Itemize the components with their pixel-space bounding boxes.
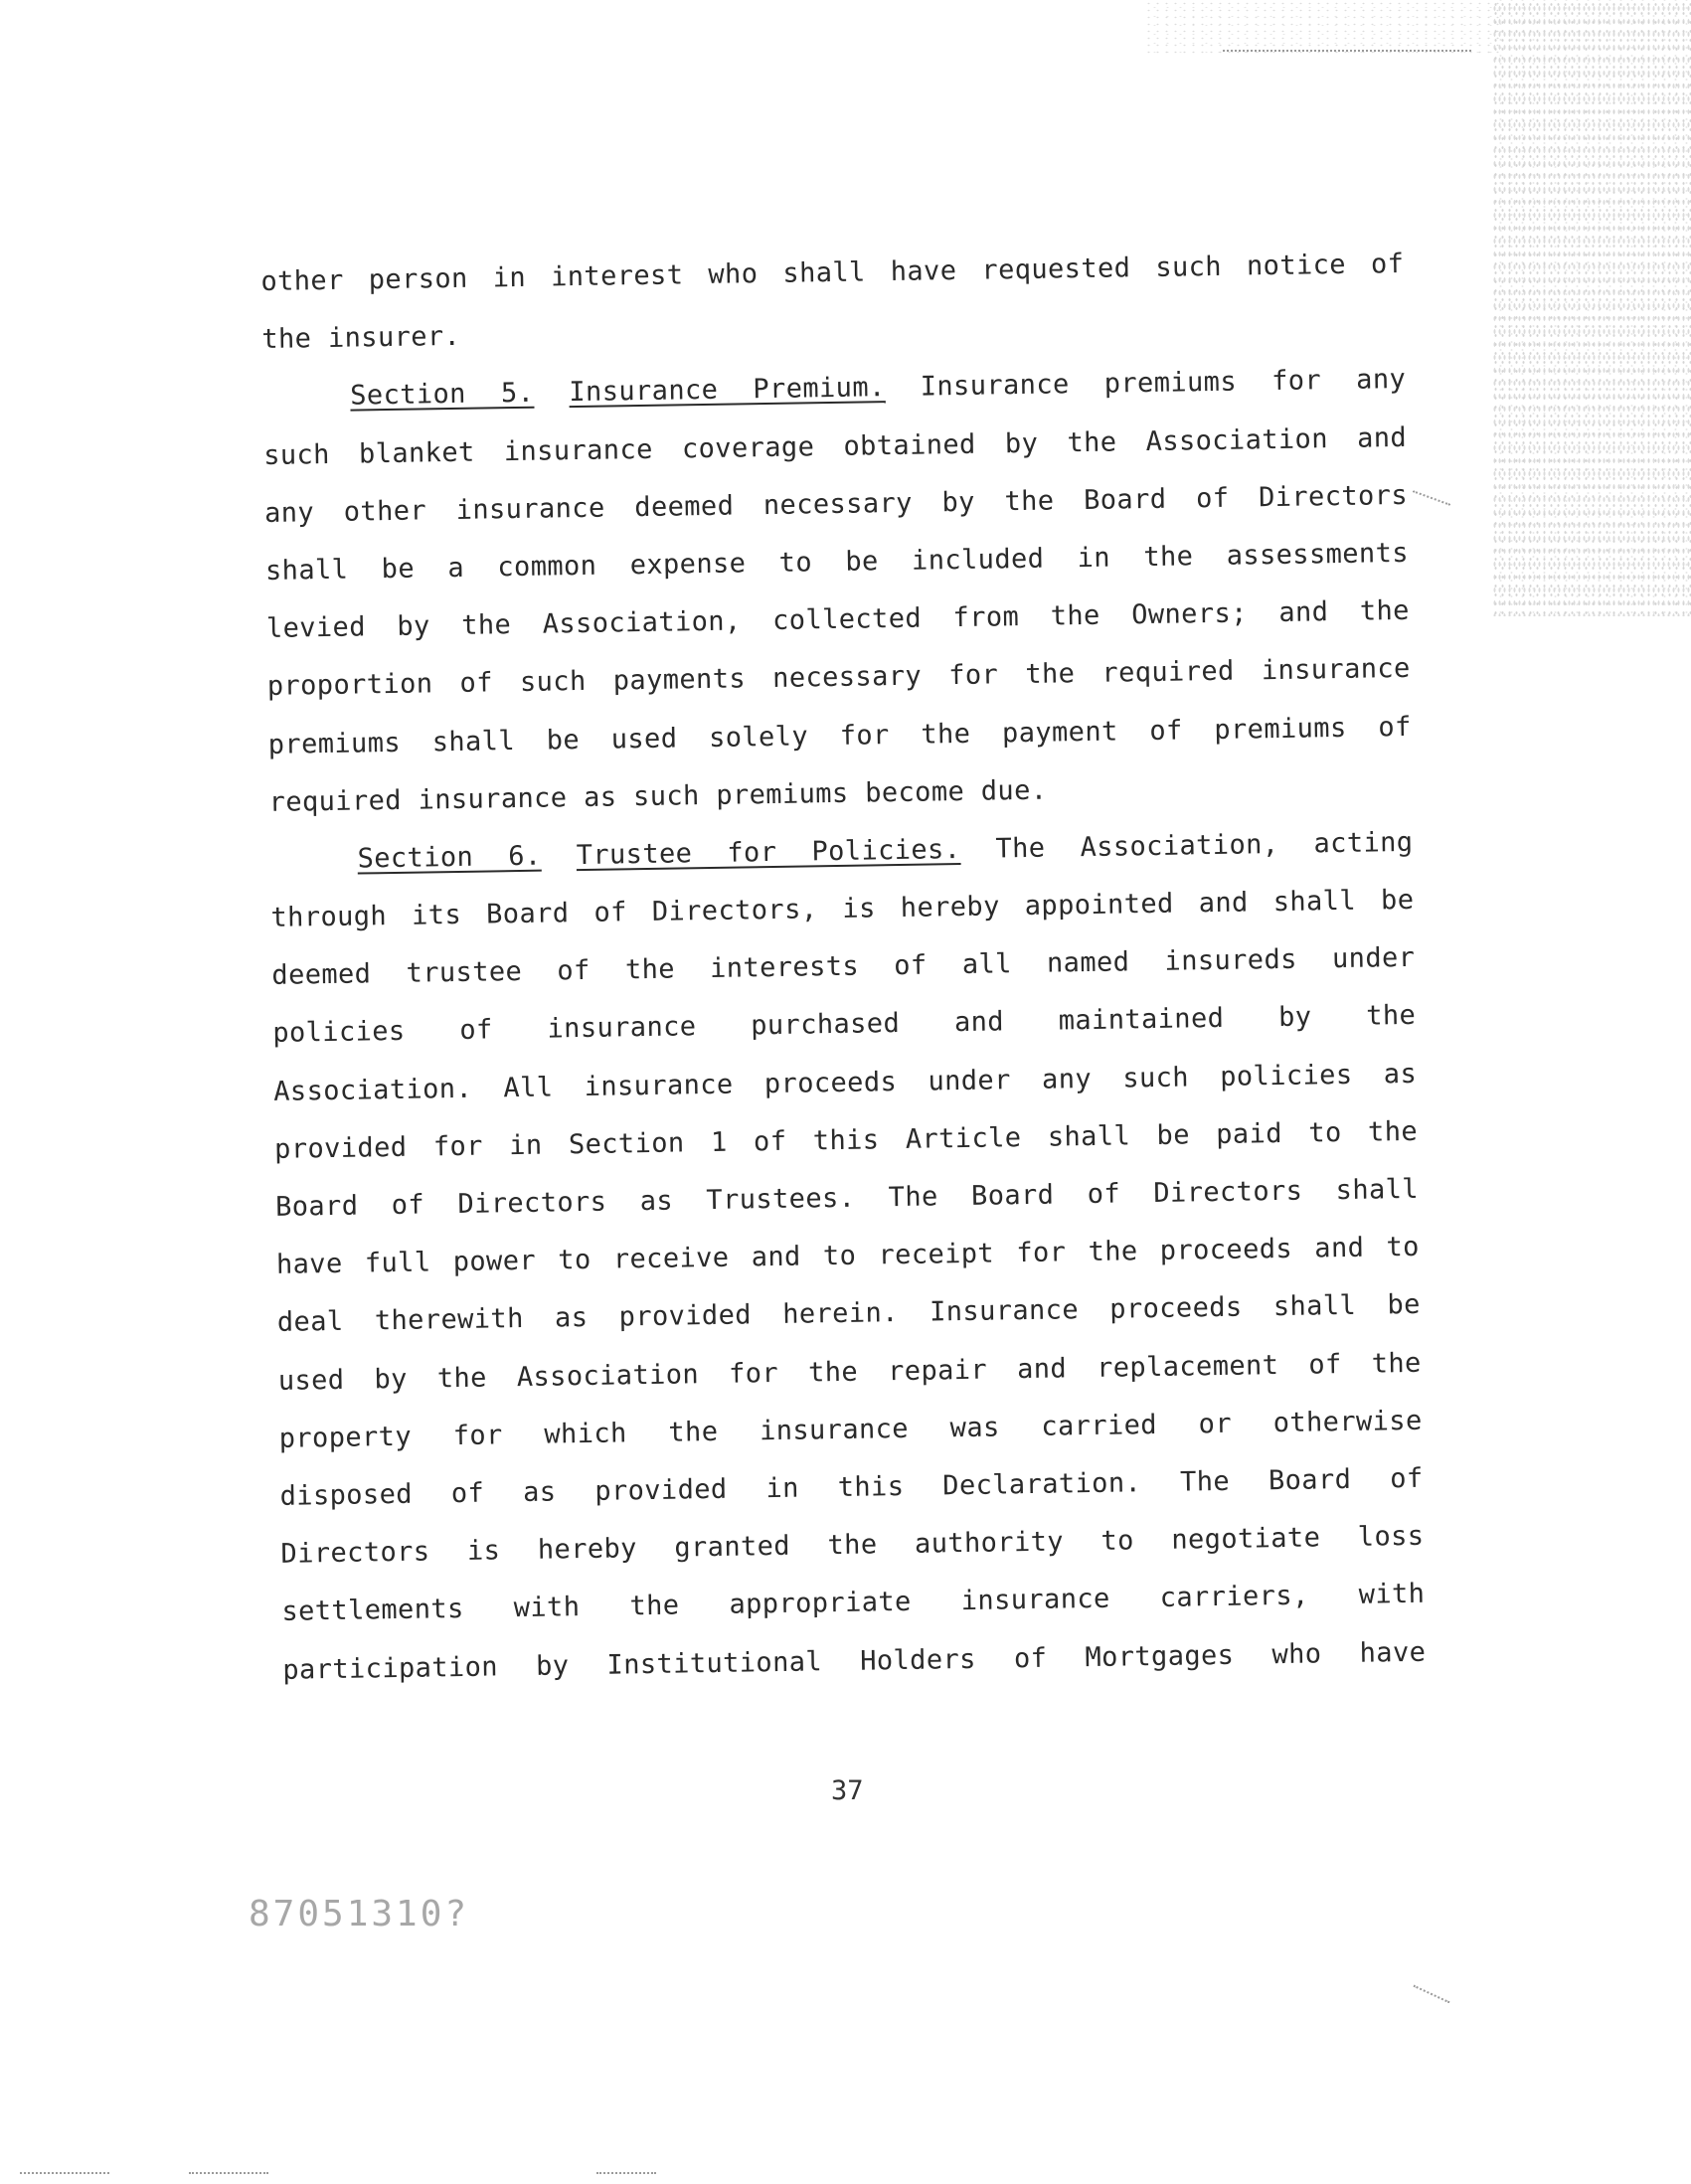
section-5-title: Insurance Premium. [569,372,886,409]
text-line: Directors is hereby granted the authority to negotiate loss [280,1520,1425,1570]
text-line: required insurance as such premiums become due. [268,774,1048,818]
text-line: any other insurance deemed necessary by the Board of Directors [263,479,1409,529]
document-stamp: 87051310? [249,1894,470,1934]
text-line: deal therewith as provided herein. Insurance proceeds shall be [276,1289,1422,1339]
text-line: used by the Association for the repair and replacement of the [277,1347,1422,1397]
section-6-text: The Association, acting [995,826,1414,865]
text-line: provided for in Section 1 of this Article shall be paid to the [273,1115,1419,1165]
text-line: deemed trustee of the interests of all named insureds under [271,942,1416,992]
text-line: policies of insurance purchased and maintained by the [272,1000,1417,1050]
text-line: property for which the insurance was carried or otherwise [278,1405,1423,1454]
scan-mark [1413,1985,1449,2004]
text-line: the insurer. [261,321,461,356]
section-5-number: Section 5. [350,378,535,412]
section-5-text: Insurance premiums for any [920,364,1407,403]
scan-mark [1223,50,1471,52]
text-line: Association. All insurance proceeds under any such policies as [272,1058,1418,1107]
page-number: 37 [831,1775,864,1806]
text-line: have full power to receive and to receipt for the proceeds and to [275,1232,1421,1281]
body-text [260,236,1427,1700]
text-line: such blanket insurance coverage obtained by the Association and [262,421,1408,471]
text-line: premiums shall be used solely for the payment of premiums of [267,711,1412,760]
scan-mark [189,2172,268,2174]
text-line: participation by Institutional Holders of Mortgages who have [282,1636,1427,1686]
scan-noise-top [1144,0,1502,55]
text-line: other person in interest who shall have requested such notice of [260,248,1405,297]
section-6-title: Trustee for Policies. [576,833,961,871]
text-line: shall be a common expense to be included in the assessments [264,537,1410,587]
text-line: settlements with the appropriate insurance carriers, with [281,1579,1426,1628]
text-line: proportion of such payments necessary for the required insurance [266,653,1411,703]
section-6-number: Section 6. [357,840,542,875]
scan-noise-right [1492,0,1691,616]
scan-mark [1413,490,1450,506]
scan-mark [596,2172,656,2174]
scan-mark [20,2172,109,2174]
text-line: disposed of as provided in this Declaration. The Board of [279,1462,1424,1512]
text-line: levied by the Association, collected from the Owners; and the [265,595,1411,645]
text-line: Board of Directors as Trustees. The Board of Directors shall [274,1173,1420,1223]
text-line: through its Board of Directors, is hereby appointed and shall be [270,884,1415,933]
